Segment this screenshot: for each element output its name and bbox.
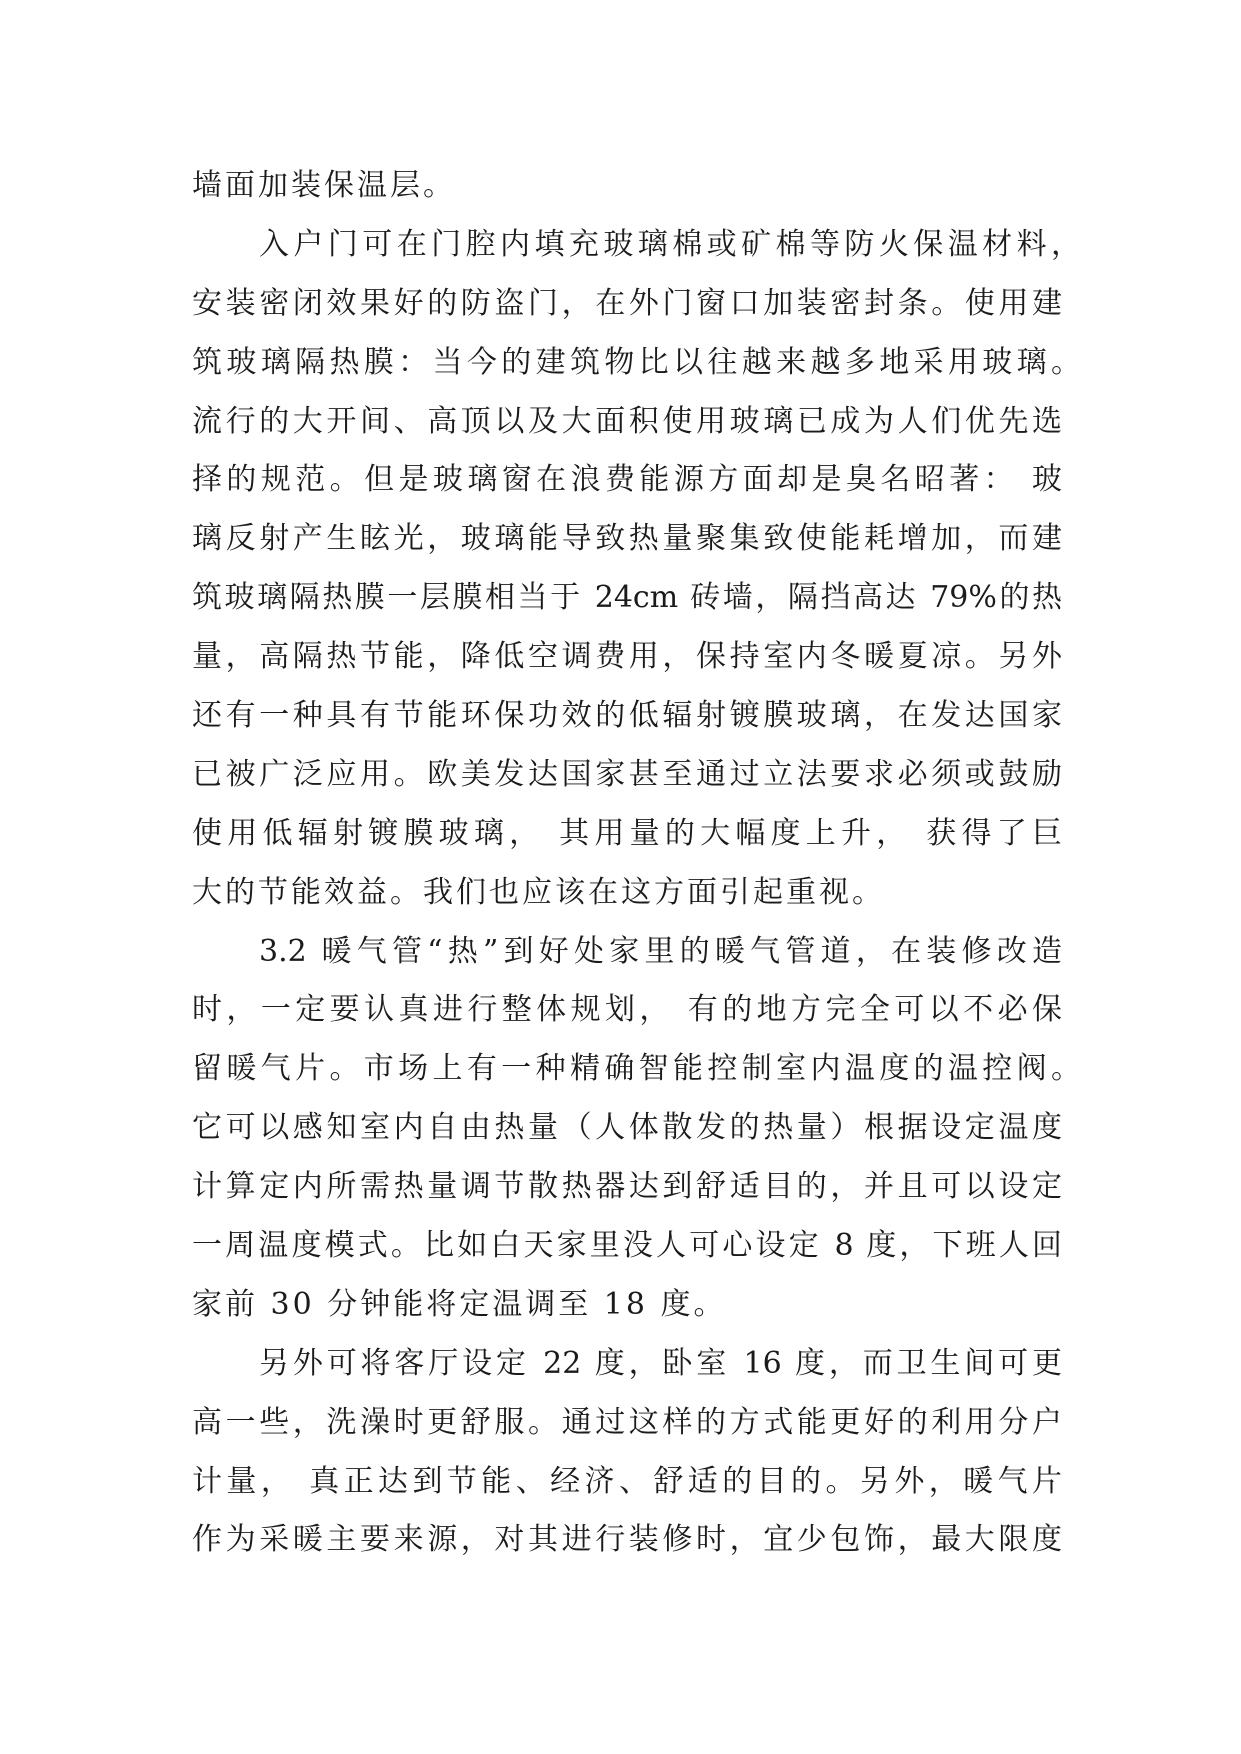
paragraph [192, 923, 1092, 1335]
paragraph [192, 157, 1092, 216]
text-line: 时，一定要认真进行整体规划， 有的地方完全可以不必保 [192, 992, 1062, 1028]
text-line: 另外可将客厅设定 22 度，卧室 16 度，而卫生间可更 [259, 1345, 1062, 1381]
text-line: 家前 30 分钟能将定温调至 18 度。 [192, 1286, 727, 1322]
text-line: 墙面加装保温层。 [192, 168, 456, 203]
paragraph [192, 216, 1092, 923]
section-heading-line: 3.2 暖气管“热”到好处家里的暖气管道，在装修改造 [259, 933, 1062, 969]
text-line: 计算定内所需热量调节散热器达到舒适目的，并且可以设定 [192, 1169, 1062, 1205]
text-line: 高一些，洗澡时更舒服。通过这样的方式能更好的利用分户 [192, 1404, 1062, 1440]
text-line: 还有一种具有节能环保功效的低辐射镀膜玻璃，在发达国家 [192, 698, 1062, 734]
text-line: 璃反射产生眩光，玻璃能导致热量聚集致使能耗增加，而建 [192, 521, 1062, 557]
text-line: 筑玻璃隔热膜：当今的建筑物比以往越来越多地采用玻璃。 [192, 344, 1081, 380]
text-line: 作为采暖主要来源，对其进行装修时，宜少包饰，最大限度 [192, 1522, 1062, 1558]
text-line: 择的规范。但是玻璃窗在浪费能源方面却是臭名昭著： 玻 [192, 462, 1062, 498]
text-line: 流行的大开间、高顶以及大面积使用玻璃已成为人们优先选 [192, 403, 1062, 439]
text-line: 使用低辐射镀膜玻璃， 其用量的大幅度上升， 获得了巨 [192, 815, 1062, 851]
paragraph [192, 1335, 1092, 1571]
text-line: 计量， 真正达到节能、经济、舒适的目的。另外，暖气片 [192, 1463, 1062, 1499]
text-line: 一周温度模式。比如白天家里没人可心设定 8 度，下班人回 [192, 1228, 1062, 1264]
text-line: 大的节能效益。我们也应该在这方面引起重视。 [192, 874, 885, 910]
text-line: 已被广泛应用。欧美发达国家甚至通过立法要求必须或鼓励 [192, 756, 1062, 792]
text-line: 安装密闭效果好的防盗门，在外门窗口加装密封条。使用建 [192, 285, 1062, 321]
text-line: 筑玻璃隔热膜一层膜相当于 24cm 砖墙，隔挡高达 79%的热 [192, 580, 1062, 616]
text-line: 它可以感知室内自由热量（人体散发的热量）根据设定温度 [192, 1110, 1062, 1146]
text-line: 留暖气片。市场上有一种精确智能控制室内温度的温控阀。 [192, 1051, 1081, 1087]
body-text [192, 157, 1092, 1570]
text-line: 入户门可在门腔内填充玻璃棉或矿棉等防火保温材料， [259, 226, 1081, 262]
text-line: 量，高隔热节能，降低空调费用，保持室内冬暖夏凉。另外 [192, 639, 1062, 675]
